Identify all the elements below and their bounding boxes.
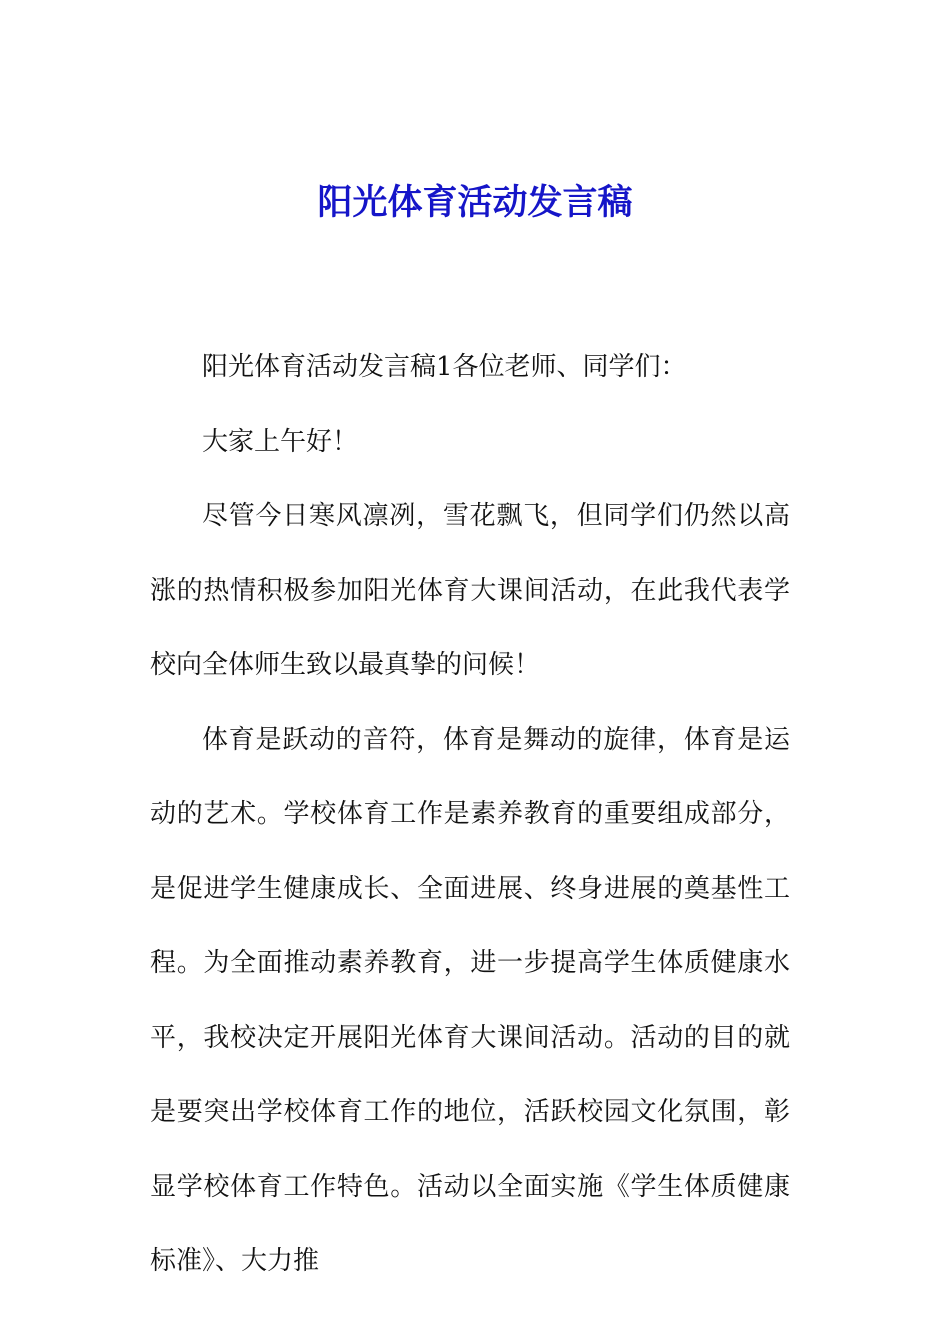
paragraph-1: 阳光体育活动发言稿1各位老师、同学们： [202,352,687,382]
document-title: 阳光体育活动发言稿 [317,182,633,223]
paragraph-3: 尽管今日寒风凛冽，雪花飘飞，但同学们仍然以高涨的热情积极参加阳光体育大课间活动，在此我代表学校向全体师生致以最真挚的问候！ [150,501,790,680]
document-body [150,330,790,1299]
paragraph-2: 大家上午好！ [202,426,359,457]
paragraph-4: 体育是跃动的音符，体育是舞动的旋律，体育是运动的艺术。学校体育工作是素养教育的重要组成部分，是促进学生健康成长、全面进展、终身进展的奠基性工程。为全面推动素养教育，进一步提高学生体质健康水平，我校决定开展阳光体育大课间活动。活动的目的就是要突出学校体育工作的地位，活跃校园文化氛围，彰显学校体育工作特色。活动以全面实施《学生体质健康标准》、大力推 [150,724,790,1276]
